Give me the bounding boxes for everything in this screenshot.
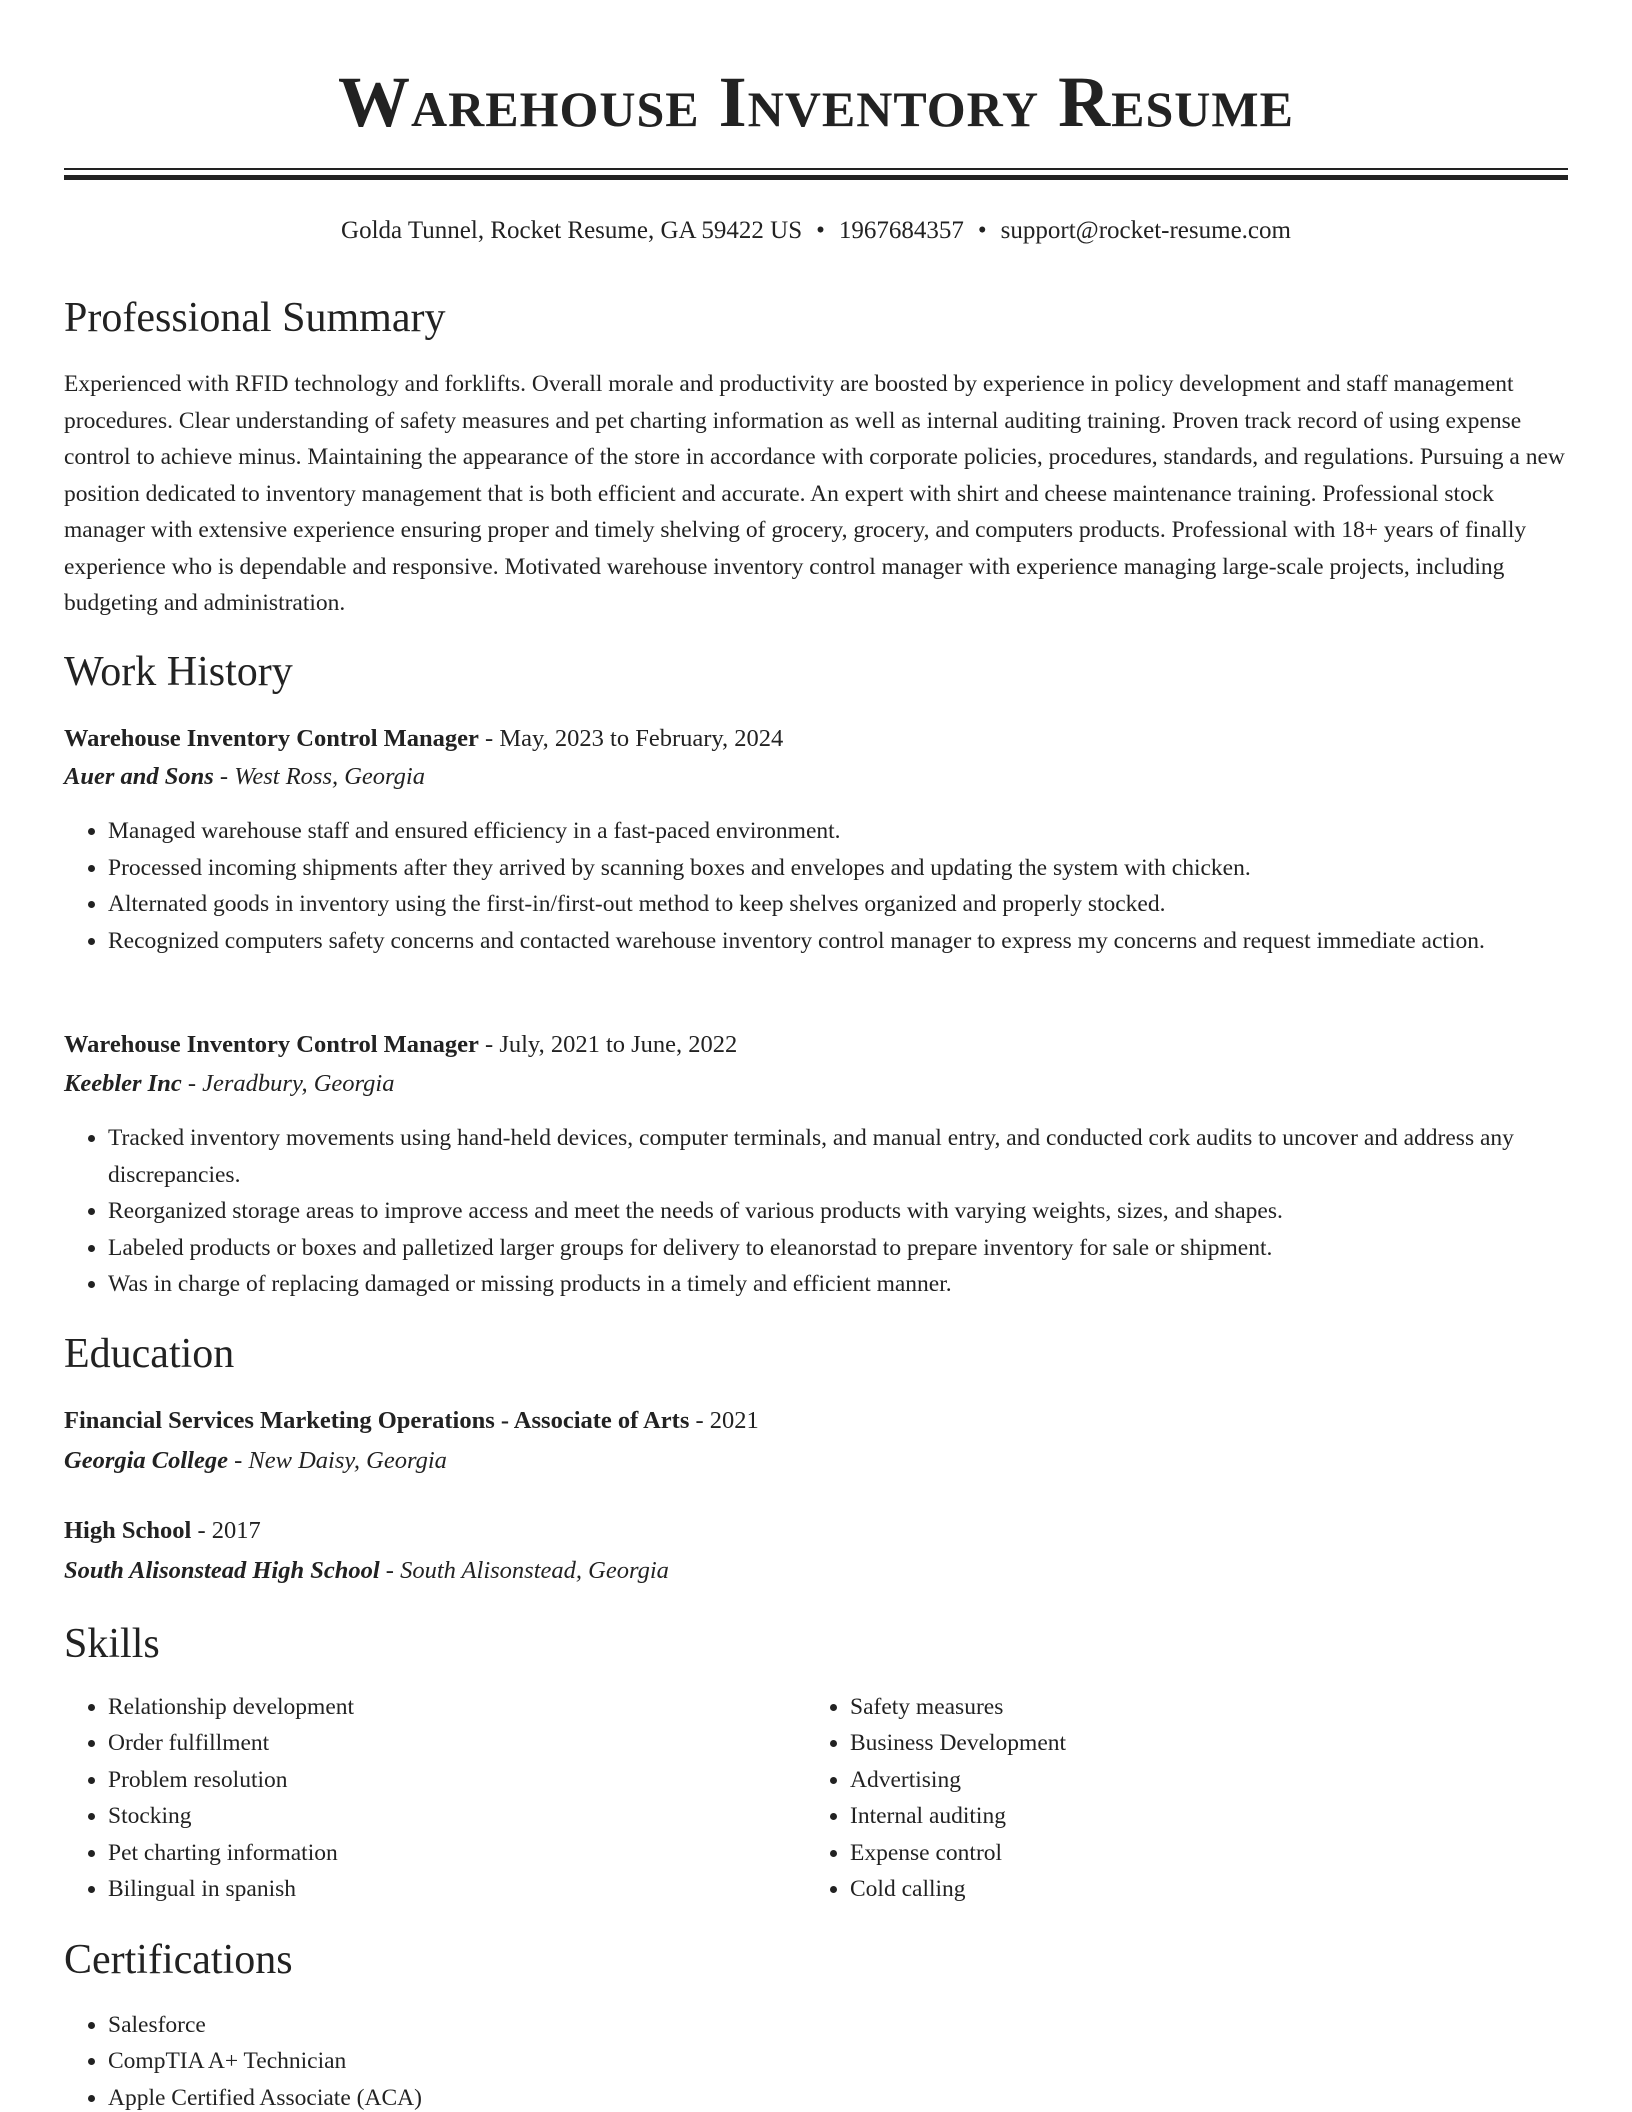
skills-heading: Skills [64,1621,160,1667]
education-school-line [64,1553,1568,1589]
job-company: Keebler Inc [64,1070,182,1097]
job-title: Warehouse Inventory Control Manager [64,725,479,752]
certification-item: • Apple Certified Associate (ACA) [108,2080,808,2112]
job-bullet: • Labeled products or boxes and palletized larger groups for delivery to eleanorstad to prepare inventory for sale or shipment. [108,1230,1568,1267]
job-bullet: • Managed warehouse staff and ensured efficiency in a fast-paced environment. [108,813,1568,850]
job-location: - West Ross, Georgia [213,763,425,790]
education-school-line [64,1443,1568,1479]
job-location: - Jeradbury, Georgia [181,1070,395,1097]
education-degree: Financial Services Marketing Operations - Associate of Arts [64,1407,690,1434]
education-year: - 2017 [191,1517,261,1544]
job-bullet: • Reorganized storage areas to improve access and meet the needs of various products with varying weights, sizes, and shapes. [108,1193,1568,1230]
title-divider-thin [64,168,1568,170]
contact-line [64,214,1568,248]
job-bullet: • Was in charge of replacing damaged or missing products in a timely and efficient manner. [108,1266,1568,1303]
work-history-heading: Work History [64,649,293,695]
skill-item: • Safety measures [850,1689,1550,1725]
education-location: - South Alisonstead, Georgia [379,1557,669,1584]
skill-item: • Order fulfillment [108,1725,808,1761]
skill-item: • Internal auditing [850,1798,1550,1834]
job-dates: - May, 2023 to February, 2024 [478,725,784,752]
skill-item: • Business Development [850,1725,1550,1761]
job-title-line [64,721,1568,757]
certification-item: • CompTIA A+ Technician [108,2043,808,2079]
skill-item: • Advertising [850,1762,1550,1798]
contact-address: Golda Tunnel, Rocket Resume, GA 59422 US [341,217,803,244]
job-company-line [64,759,1568,795]
skill-item: • Pet charting information [108,1835,808,1871]
contact-separator: • [977,217,987,244]
title-divider-thick [64,175,1568,180]
job-bullet: • Tracked inventory movements using hand-held devices, computer terminals, and manual entry, and conducted cork audits to uncover and address any discrepancies. [108,1120,1568,1193]
resume-title: Warehouse Inventory Resume [338,62,1294,142]
certification-item: • Salesforce [108,2007,808,2043]
job-bullets [64,813,1568,959]
job-bullets [64,1120,1568,1303]
job-title: Warehouse Inventory Control Manager [64,1031,479,1058]
skill-item: • Cold calling [850,1871,1550,1907]
contact-phone: 1967684357 [838,217,964,244]
job-dates: - July, 2021 to June, 2022 [478,1031,738,1058]
summary-text: Experienced with RFID technology and forklifts. Overall morale and productivity are boosted by experience in policy development and staff management procedures. Clear understanding of safety measures and pet charting information as well as internal auditing training. Proven track record of using expense control to achieve minus. Maintaining the appearance of the store in accordance with corporate policies, procedures, standards, and regulations. Pursuing a new position dedicated to inventory management that is both efficient and accurate. An expert with shirt and cheese maintenance training. Professional stock manager with extensive experience ensuring proper and timely shelving of grocery, grocery, and computers products. Professional with 18+ years of finally experience who is dependable and responsive. Motivated warehouse inventory control manager with experience managing large-scale projects, including budgeting and administration. [64,371,1565,616]
job-company: Auer and Sons [64,763,214,790]
skill-item: • Problem resolution [108,1762,808,1798]
education-school: Georgia College [64,1447,228,1474]
summary-heading: Professional Summary [64,295,446,341]
job-title-line [64,1027,1568,1063]
skill-item: • Bilingual in spanish [108,1871,808,1907]
education-heading: Education [64,1331,235,1377]
skill-item: • Stocking [108,1798,808,1834]
job-bullet: • Processed incoming shipments after they arrived by scanning boxes and envelopes and updating the system with chicken. [108,850,1568,887]
education-school: South Alisonstead High School [64,1557,380,1584]
education-degree-line [64,1513,1568,1549]
job-company-line [64,1066,1568,1102]
education-year: - 2021 [689,1407,759,1434]
skill-item: • Expense control [850,1835,1550,1871]
education-degree: High School [64,1517,192,1544]
certifications-heading: Certifications [64,1937,293,1983]
contact-separator: • [816,217,825,244]
education-location: - New Daisy, Georgia [228,1447,447,1474]
job-bullet: • Alternated goods in inventory using the first-in/first-out method to keep shelves organized and properly stocked. [108,886,1568,923]
skills-list-right [806,1689,1550,1907]
job-bullet: • Recognized computers safety concerns and contacted warehouse inventory control manager to express my concerns and request immediate action. [108,923,1568,960]
skills-list-left [64,1689,808,1907]
contact-email: support@rocket-resume.com [1000,217,1291,244]
education-degree-line [64,1403,1568,1439]
skill-item: • Relationship development [108,1689,808,1725]
certifications-list [64,2007,808,2112]
